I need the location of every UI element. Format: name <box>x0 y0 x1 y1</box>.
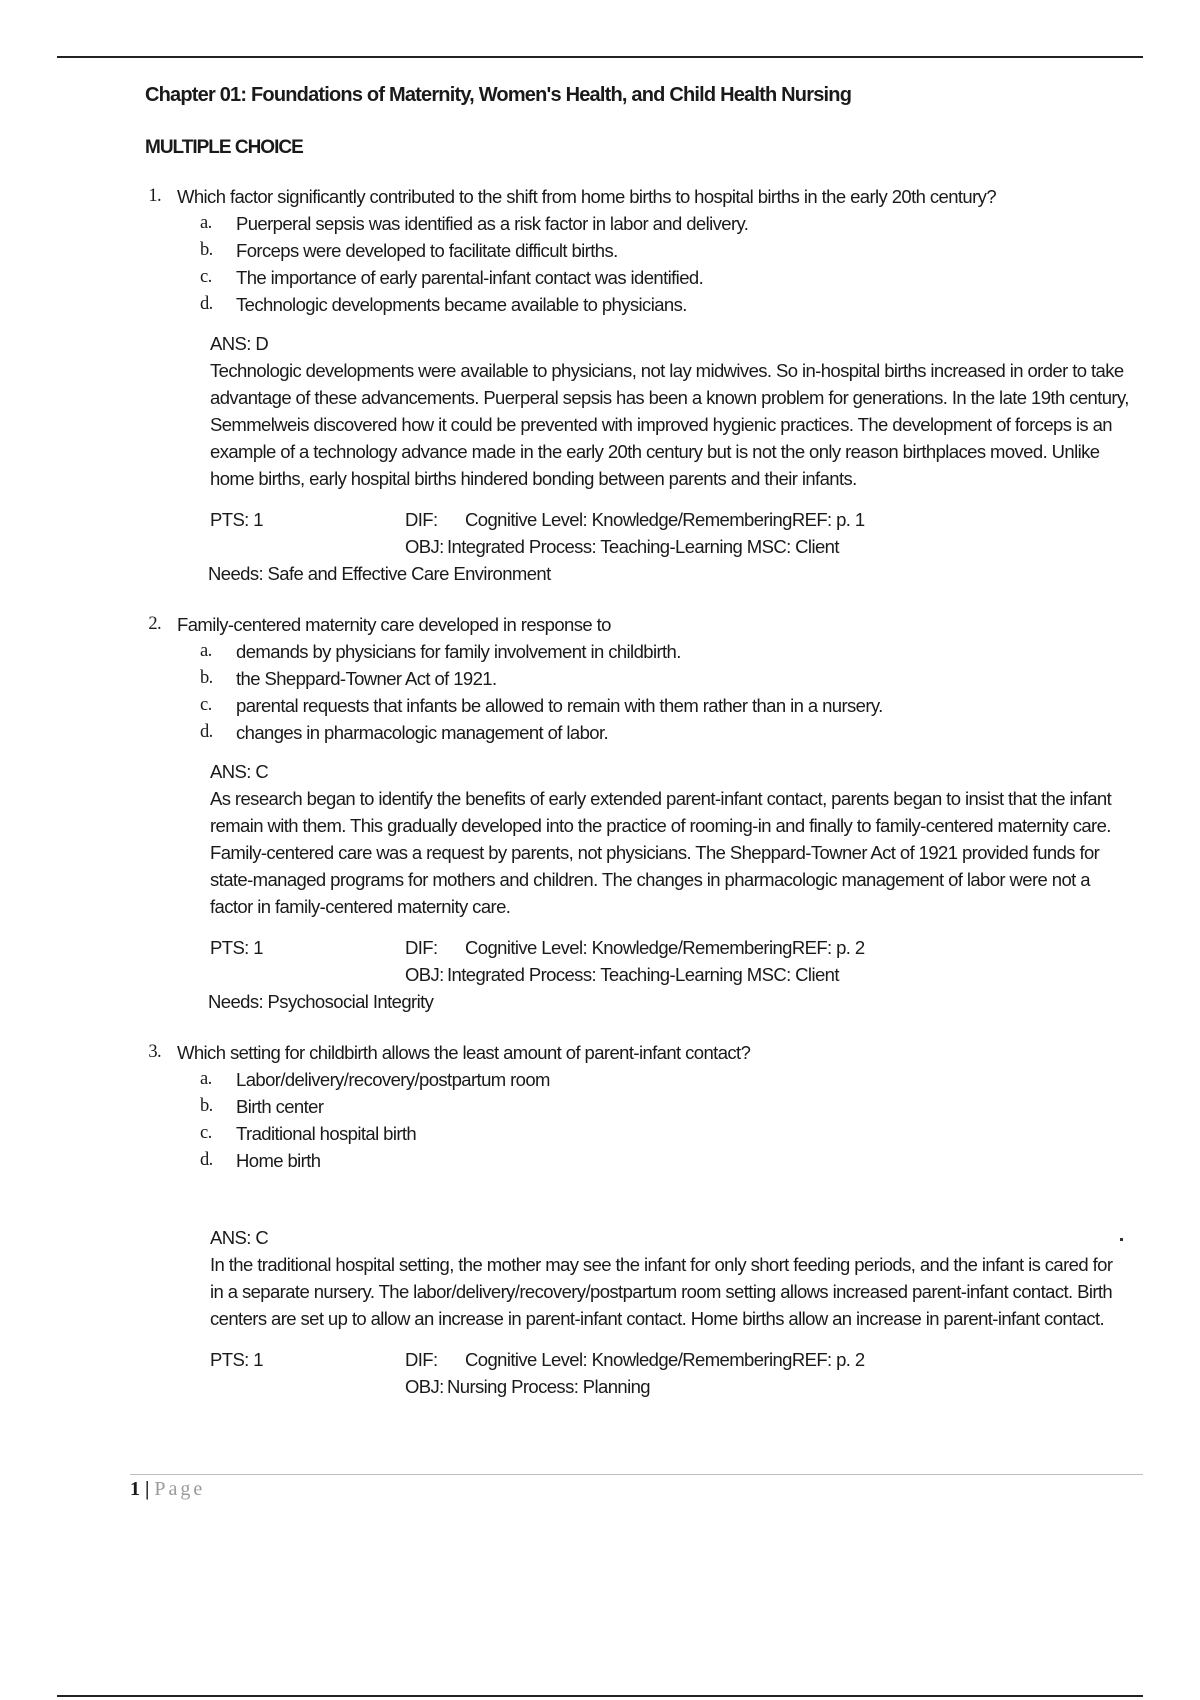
option-b <box>200 665 1135 692</box>
option-letter: b. <box>200 240 213 260</box>
option-letter: d. <box>200 722 213 742</box>
answer-key: ANS: C <box>210 1227 269 1248</box>
difficulty-label: DIF: <box>405 937 438 958</box>
question-stem <box>145 183 1135 210</box>
option-text: Labor/delivery/recovery/postpartum room <box>236 1069 550 1090</box>
objective-label: OBJ: <box>405 1376 444 1397</box>
option-letter: c. <box>200 695 212 715</box>
option-c <box>200 264 1135 291</box>
question-3 <box>145 1039 1135 1400</box>
option-letter: a. <box>200 641 212 661</box>
option-letter: c. <box>200 267 212 287</box>
option-text: Home birth <box>236 1150 321 1171</box>
option-letter: c. <box>200 1123 212 1143</box>
option-a <box>200 1066 1135 1093</box>
question-metadata <box>210 934 1135 1015</box>
objective-text: Integrated Process: Teaching-Learning MSC: Client <box>447 964 839 985</box>
option-letter: a. <box>200 1069 212 1089</box>
option-list <box>200 1066 1135 1174</box>
difficulty-label: DIF: <box>405 1349 438 1370</box>
option-letter: d. <box>200 294 213 314</box>
difficulty-text: Cognitive Level: Knowledge/RememberingREF: p. 2 <box>465 937 865 958</box>
option-text: Puerperal sepsis was identified as a risk factor in labor and delivery. <box>236 213 749 234</box>
question-text: Family-centered maternity care developed in response to <box>177 614 611 635</box>
option-letter: b. <box>200 668 213 688</box>
option-text: demands by physicians for family involvement in childbirth. <box>236 641 681 662</box>
option-a <box>200 638 1135 665</box>
client-needs: Needs: Safe and Effective Care Environment <box>208 563 551 584</box>
answer-key: ANS: D <box>210 333 269 354</box>
option-letter: d. <box>200 1150 213 1170</box>
option-text: Traditional hospital birth <box>236 1123 417 1144</box>
option-d <box>200 291 1135 318</box>
question-metadata <box>210 1346 1135 1400</box>
answer-block <box>210 330 1135 492</box>
page-word: Page <box>154 1478 206 1500</box>
option-text: parental requests that infants be allowed to remain with them rather than in a nursery. <box>236 695 883 716</box>
option-c <box>200 1120 1135 1147</box>
option-text: changes in pharmacologic management of labor. <box>236 722 609 743</box>
points: PTS: 1 <box>210 509 263 530</box>
answer-block <box>210 1224 1135 1332</box>
option-letter: b. <box>200 1096 213 1116</box>
footer-separator: | <box>145 1478 150 1500</box>
option-a <box>200 210 1135 237</box>
question-stem <box>145 611 1135 638</box>
option-text: Forceps were developed to facilitate difficult births. <box>236 240 618 261</box>
difficulty-label: DIF: <box>405 509 438 530</box>
section-label: MULTIPLE CHOICE <box>145 137 303 158</box>
footer-rule <box>130 1474 1143 1475</box>
bottom-rule <box>57 1695 1143 1697</box>
objective-text: Nursing Process: Planning <box>447 1376 650 1397</box>
question-number: 1. <box>148 186 161 206</box>
points: PTS: 1 <box>210 937 263 958</box>
chapter-title: Chapter 01: Foundations of Maternity, Women's Health, and Child Health Nursing <box>145 84 852 106</box>
option-list <box>200 210 1135 318</box>
question-text: Which factor significantly contributed to the shift from home births to hospital births in the early 20th century? <box>177 186 997 207</box>
option-text: Birth center <box>236 1096 324 1117</box>
option-d <box>200 719 1135 746</box>
option-text: The importance of early parental-infant contact was identified. <box>236 267 704 288</box>
question-number: 2. <box>148 614 161 634</box>
page-number: 1 <box>130 1478 140 1500</box>
difficulty-text: Cognitive Level: Knowledge/RememberingREF: p. 1 <box>465 509 865 530</box>
document-body <box>145 84 1135 1400</box>
question-metadata <box>210 506 1135 587</box>
top-rule <box>57 56 1143 58</box>
rationale: In the traditional hospital setting, the mother may see the infant for only short feeding periods, and the infant is cared for in a separate nursery. The labor/delivery/recovery/postpartum room setting allows increased parent-infant contact. Birth centers are set up to allow an increase in parent-infant contact. Home births allow an increase in parent-infant contact. <box>210 1254 1113 1329</box>
option-b <box>200 237 1135 264</box>
question-2 <box>145 611 1135 1015</box>
client-needs: Needs: Psychosocial Integrity <box>208 991 434 1012</box>
option-letter: a. <box>200 213 212 233</box>
option-text: Technologic developments became available to physicians. <box>236 294 687 315</box>
option-d <box>200 1147 1135 1174</box>
question-text: Which setting for childbirth allows the least amount of parent-infant contact? <box>177 1042 751 1063</box>
points: PTS: 1 <box>210 1349 263 1370</box>
page-footer <box>130 1478 205 1501</box>
option-b <box>200 1093 1135 1120</box>
question-1 <box>145 183 1135 587</box>
rationale: As research began to identify the benefits of early extended parent-infant contact, parents began to insist that the infant remain with them. This gradually developed into the practice of rooming-in and finally to family-centered maternity care. Family-centered care was a request by parents, not physicians. The Sheppard-Towner Act of 1921 provided funds for state-managed programs for mothers and children. The changes in pharmacologic management of labor were not a factor in family-centered maternity care. <box>210 788 1112 917</box>
objective-label: OBJ: <box>405 964 444 985</box>
option-c <box>200 692 1135 719</box>
question-number: 3. <box>148 1042 161 1062</box>
stray-mark <box>1120 1238 1123 1241</box>
option-list <box>200 638 1135 746</box>
option-text: the Sheppard-Towner Act of 1921. <box>236 668 497 689</box>
answer-key: ANS: C <box>210 761 269 782</box>
difficulty-text: Cognitive Level: Knowledge/RememberingREF: p. 2 <box>465 1349 865 1370</box>
objective-text: Integrated Process: Teaching-Learning MSC: Client <box>447 536 839 557</box>
question-stem <box>145 1039 1135 1066</box>
objective-label: OBJ: <box>405 536 444 557</box>
answer-block <box>210 758 1135 920</box>
rationale: Technologic developments were available to physicians, not lay midwives. So in-hospital births increased in order to take advantage of these advancements. Puerperal sepsis has been a known problem for generations. In the late 19th century, Semmelweis discovered how it could be prevented with improved hygienic practices. The development of forceps is an example of a technology advance made in the early 20th century but is not the only reason birthplaces moved. Unlike home births, early hospital births hindered bonding between parents and their infants. <box>210 360 1129 489</box>
